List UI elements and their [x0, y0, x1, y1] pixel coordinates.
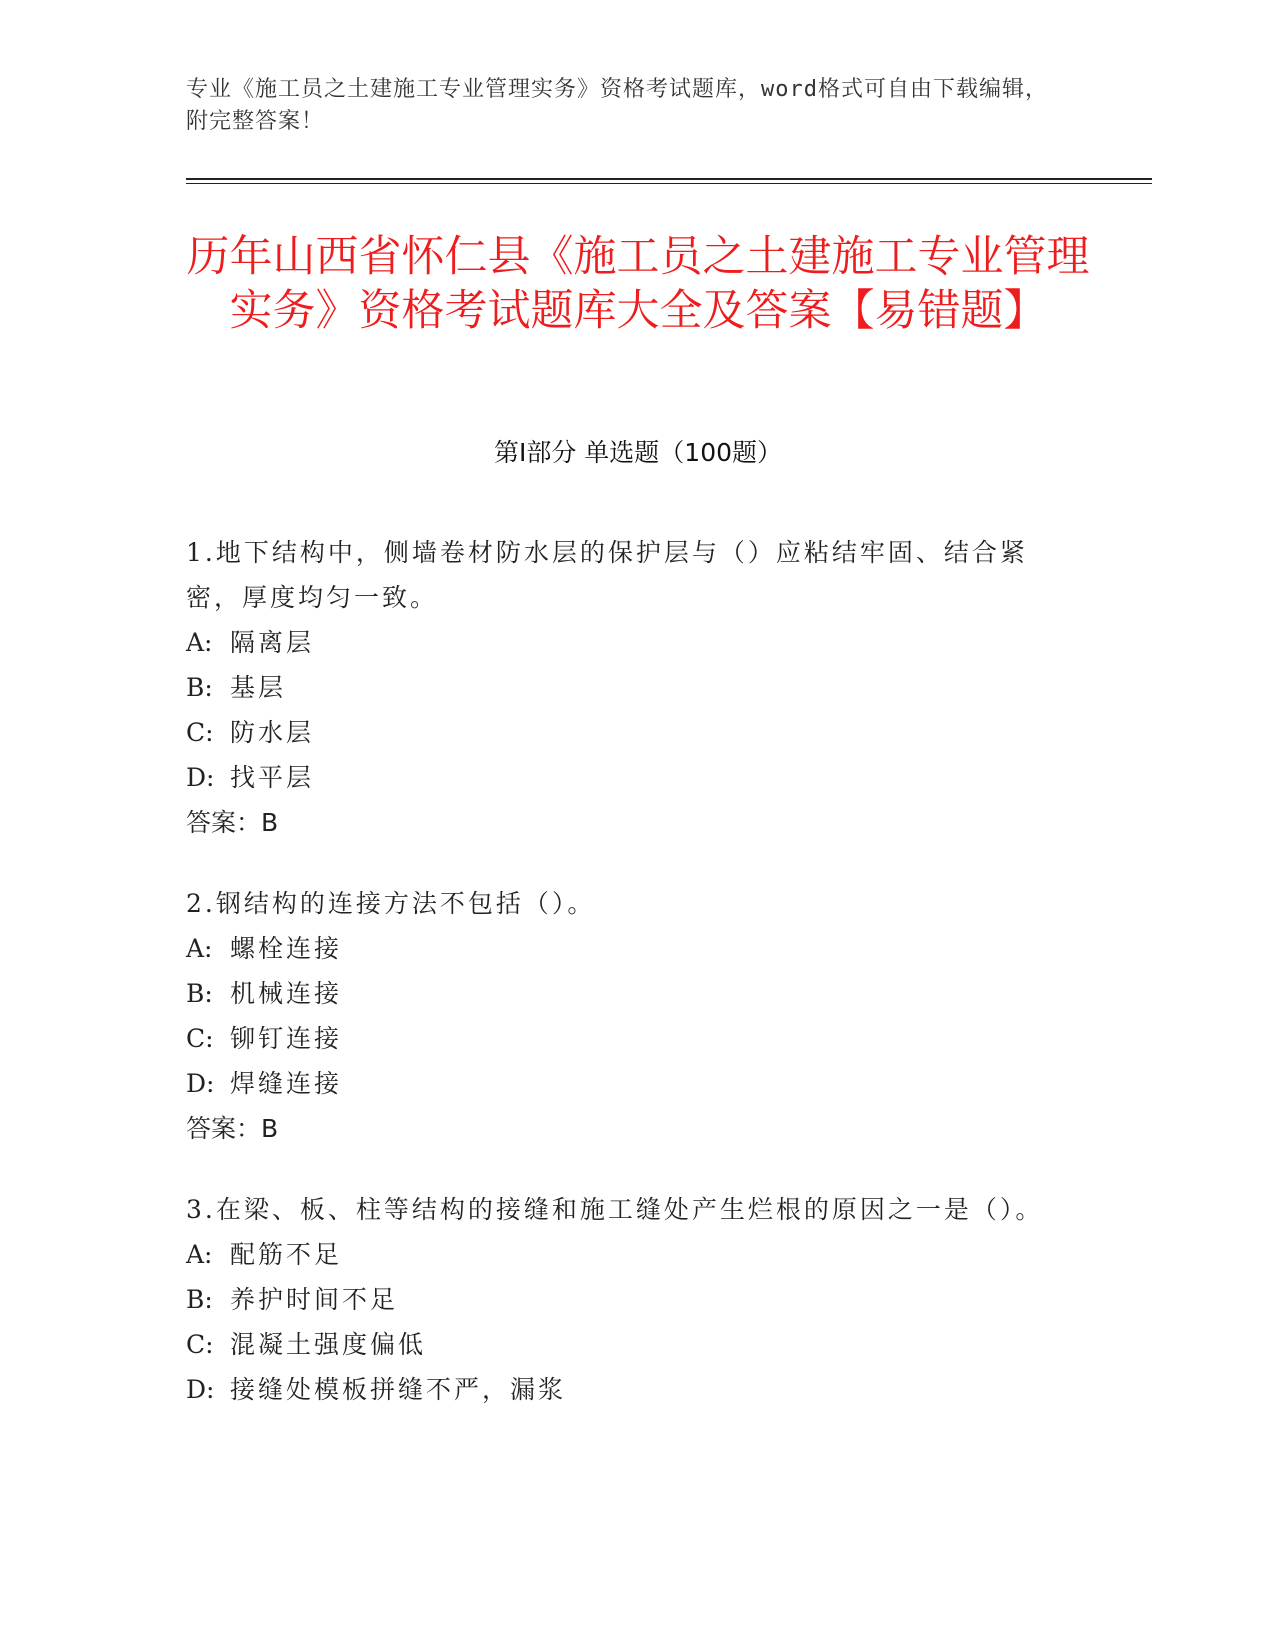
option-text: 铆钉连接 [230, 1024, 343, 1053]
option-c [186, 1322, 1066, 1367]
question-3 [186, 1187, 1066, 1412]
option-letter: B: [186, 1285, 213, 1314]
option-letter: D: [186, 1375, 215, 1404]
option-a [186, 926, 1066, 971]
option-text: 找平层 [230, 763, 315, 792]
option-b [186, 1277, 1066, 1322]
option-text: 隔离层 [230, 628, 315, 657]
option-text: 机械连接 [230, 979, 343, 1008]
option-letter: A: [186, 628, 213, 657]
option-letter: C: [186, 1024, 214, 1053]
option-text: 焊缝连接 [230, 1069, 343, 1098]
header-divider-thick [186, 178, 1152, 180]
option-text: 配筋不足 [230, 1240, 343, 1269]
question-stem: 3.在梁、板、柱等结构的接缝和施工缝处产生烂根的原因之一是（）。 [186, 1195, 1044, 1224]
option-d [186, 755, 1066, 800]
option-letter: A: [186, 1240, 213, 1269]
option-b [186, 971, 1066, 1016]
question-1 [186, 530, 1066, 845]
option-a [186, 620, 1066, 665]
header-note: 专业《施工员之土建施工专业管理实务》资格考试题库，word格式可自由下载编辑，附完整答案！ [186, 77, 1048, 134]
option-letter: B: [186, 673, 213, 702]
document-title: 历年山西省怀仁县《施工员之土建施工专业管理实务》资格考试题库大全及答案【易错题】 [186, 232, 1090, 336]
question-stem: 1.地下结构中，侧墙卷材防水层的保护层与（）应粘结牢固、结合紧密，厚度均匀一致。 [186, 538, 1028, 612]
option-letter: D: [186, 1069, 215, 1098]
option-b [186, 665, 1066, 710]
option-text: 防水层 [230, 718, 315, 747]
option-c [186, 1016, 1066, 1061]
option-d [186, 1367, 1066, 1412]
question-stem: 2.钢结构的连接方法不包括（）。 [186, 889, 596, 918]
question-list [186, 530, 1066, 1448]
option-text: 基层 [230, 673, 287, 702]
option-letter: B: [186, 979, 213, 1008]
option-letter: C: [186, 718, 214, 747]
option-text: 接缝处模板拼缝不严，漏浆 [230, 1375, 567, 1404]
option-text: 养护时间不足 [230, 1285, 399, 1314]
question-2 [186, 881, 1066, 1151]
option-d [186, 1061, 1066, 1106]
option-a [186, 1232, 1066, 1277]
header-divider-thin [186, 183, 1152, 184]
option-text: 螺栓连接 [230, 934, 343, 963]
option-c [186, 710, 1066, 755]
option-letter: A: [186, 934, 213, 963]
answer-line: 答案：B [186, 808, 279, 837]
option-text: 混凝土强度偏低 [230, 1330, 427, 1359]
section-title: 第Ⅰ部分 单选题（100题） [493, 438, 783, 467]
option-letter: D: [186, 763, 215, 792]
answer-line: 答案：B [186, 1114, 279, 1143]
option-letter: C: [186, 1330, 214, 1359]
